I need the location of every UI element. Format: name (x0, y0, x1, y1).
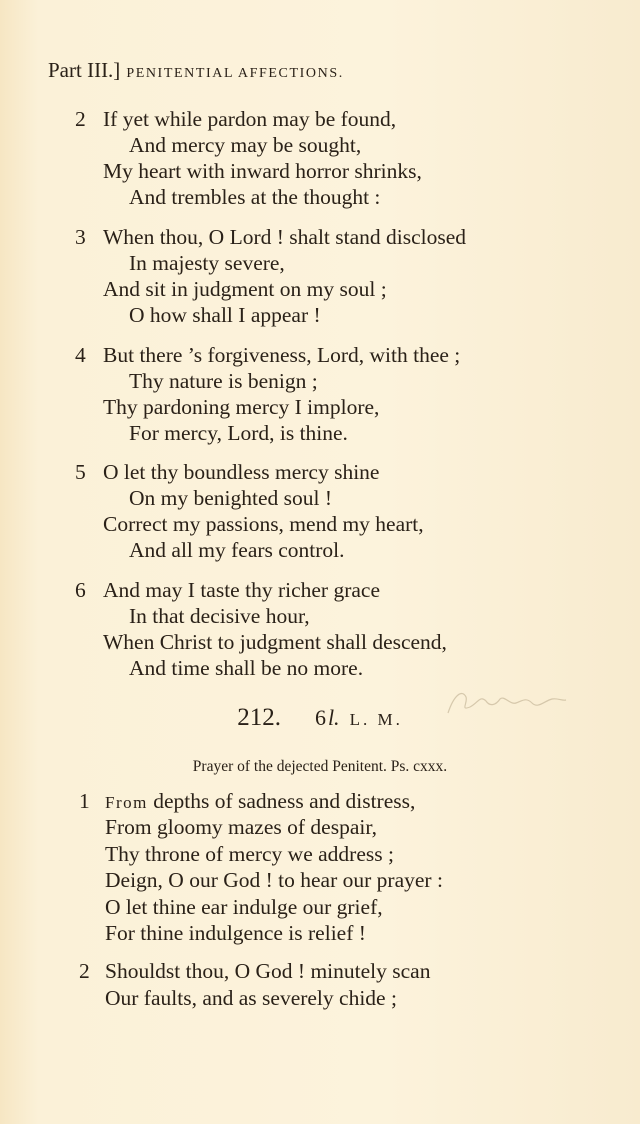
verse-line: Thy nature is benign ; (129, 369, 318, 393)
verse-number: 2 (75, 107, 86, 131)
verse-line: My heart with inward horror shrinks, (103, 159, 422, 183)
verse-line: Deign, O our God ! to hear our prayer : (105, 868, 443, 892)
verse-line: And time shall be no more. (129, 656, 364, 680)
hymn-heading (0, 704, 640, 732)
verse-line: For thine indulgence is relief ! (105, 921, 366, 945)
running-header (48, 58, 608, 86)
verse-lead-word: From (105, 793, 148, 812)
verse-line: In majesty severe, (129, 251, 285, 275)
verse-number: 4 (75, 343, 86, 367)
hymn-subtitle: Prayer of the dejected Penitent. Ps. cxxx. (192, 758, 448, 775)
verse-number: 2 (79, 959, 90, 983)
verse-line: O how shall I appear ! (129, 303, 321, 327)
verse-line: When thou, O Lord ! shalt stand disclosed (103, 225, 467, 249)
verse-line: And sit in judgment on my soul ; (103, 277, 387, 301)
hymn-tune-letter: l. (327, 705, 340, 730)
verse-line: In that decisive hour, (129, 604, 310, 628)
hymn-meter: L. M. (349, 710, 403, 729)
verse-line: Thy throne of mercy we address ; (105, 842, 394, 866)
verse-number: 1 (79, 789, 90, 813)
verse-line: And all my fears control. (129, 538, 345, 562)
verse-number: 5 (75, 460, 86, 484)
verse-line: Correct my passions, mend my heart, (103, 512, 424, 536)
verse-line: On my benighted soul ! (129, 486, 333, 510)
verse-number: 3 (75, 225, 86, 249)
verse-line: For mercy, Lord, is thine. (129, 421, 348, 445)
verse-line: When Christ to judgment shall descend, (103, 630, 447, 654)
verse-line: Our faults, and as severely chide ; (105, 986, 397, 1010)
verse-line: O let thy boundless mercy shine (103, 460, 380, 484)
verse-line: And may I taste thy richer grace (103, 578, 380, 602)
verse-line: From gloomy mazes of despair, (105, 815, 378, 839)
verse-line: But there ’s forgiveness, Lord, with thee ; (103, 343, 461, 367)
header-title: PENITENTIAL AFFECTIONS. (126, 66, 344, 81)
hymn-number: 212. (237, 704, 281, 731)
verse-line: Shouldst thou, O God ! minutely scan (105, 959, 431, 983)
verse-line: If yet while pardon may be found, (103, 107, 397, 131)
header-part: Part III.] (48, 58, 121, 82)
verse-line-rest: depths of sadness and distress, (147, 789, 416, 813)
verse-line: And mercy may be sought, (129, 133, 362, 157)
verse-line: Thy pardoning mercy I implore, (103, 395, 380, 419)
verse-number: 6 (75, 578, 86, 602)
verse-line: And trembles at the thought : (129, 185, 381, 209)
verse-line: O let thine ear indulge our grief, (105, 895, 383, 919)
verse-line (105, 788, 415, 814)
hymn-tune-number: 6 (314, 705, 326, 730)
